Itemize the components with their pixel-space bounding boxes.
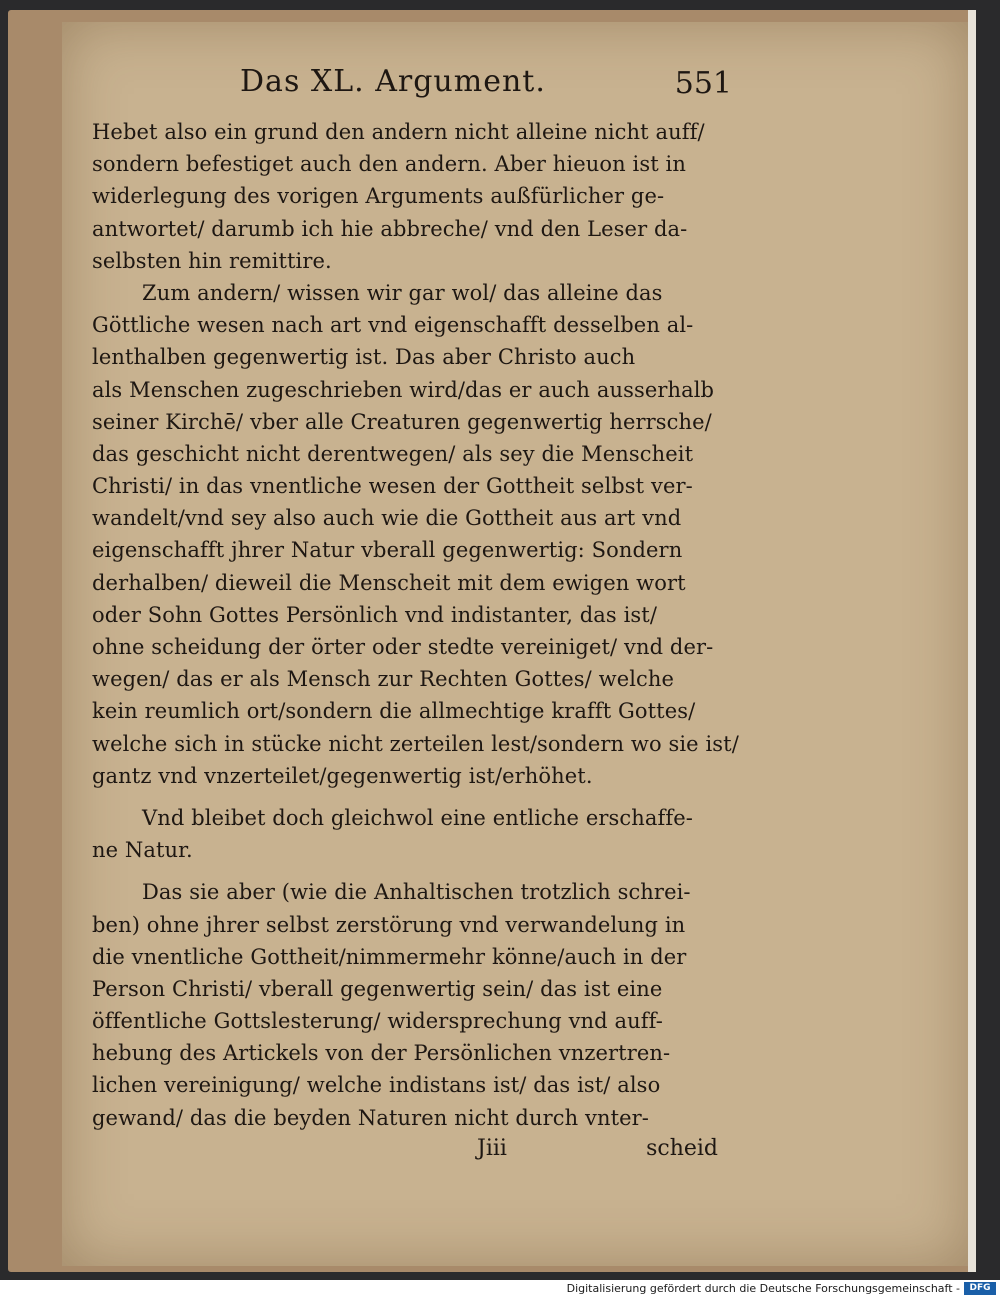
text-line: kein reumlich ort/sondern die allmechtige krafft Gottes/ [92,699,696,724]
paragraph [92,116,732,277]
page-edge [968,10,976,1272]
text-line: wegen/ das er als Mensch zur Rechten Gottes/ welche [92,667,675,692]
paragraph [92,802,732,866]
footer-bar [0,1280,1000,1298]
funding-credit: Digitalisierung gefördert durch die Deutsche Forschungsgemeinschaft - [566,1282,960,1295]
text-line: derhalben/ dieweil die Menscheit mit dem ewigen wort [92,570,686,595]
text-line: lenthalben gegenwertig ist. Das aber Christo auch [92,345,636,370]
text-line: sondern befestiget auch den andern. Aber hieuon ist in [92,152,686,177]
text-line: die vnentliche Gottheit/nimmermehr könne/auch in der [92,944,687,969]
running-title: Das XL. Argument. [240,64,546,99]
text-line: lichen vereinigung/ welche indistans ist/ das ist/ also [92,1073,661,1098]
text-line: ben) ohne jhrer selbst zerstörung vnd verwandelung in [92,912,686,937]
paragraph [92,277,739,792]
dfg-logo: DFG [964,1282,996,1295]
text-line: ohne scheidung der örter oder stedte vereiniget/ vnd der- [92,635,714,659]
running-header [92,60,732,116]
text-line: hebung des Artickels von der Persönlichen vnzertren- [92,1041,671,1066]
text-line: seiner Kirchē/ vber alle Creaturen gegenwertig herrsche/ [92,409,712,434]
text-line: Hebet also ein grund den andern nicht alleine nicht auff/ [92,120,705,144]
catchline [92,1134,732,1170]
text-line: oder Sohn Gottes Persönlich vnd indistanter, das ist/ [92,602,657,627]
paragraph-gap [92,792,732,802]
text-line: ne Natur. [92,838,193,863]
text-line: antwortet/ darumb ich hie abbreche/ vnd den Leser da- [92,216,688,241]
text-line: Das sie aber (wie die Anhaltischen trotzlich schrei- [142,880,691,905]
text-line: Person Christi/ vberall gegenwertig sein/ das ist eine [92,976,663,1001]
text-line: welche sich in stücke nicht zerteilen lest/sondern wo sie ist/ [92,731,739,756]
text-line: öffentliche Gottslesterung/ widersprechung vnd auff- [92,1009,663,1034]
text-line: eigenschafft jhrer Natur vberall gegenwertig: Sondern [92,538,683,563]
page-number: 551 [674,66,732,101]
text-line: das geschicht nicht derentwegen/ als sey die Menscheit [92,441,694,466]
text-line: als Menschen zugeschrieben wird/das er auch ausserhalb [92,377,715,402]
signature-mark: Jiii [477,1135,507,1161]
paragraph-gap [92,866,732,876]
text-line: gantz vnd vnzerteilet/gegenwertig ist/erhöhet. [92,763,593,788]
text-line: widerlegung des vorigen Arguments außfürlicher ge- [92,184,665,209]
catchword: scheid [646,1135,718,1161]
text-line: Christi/ in das vnentliche wesen der Gottheit selbst ver- [92,474,693,499]
text-line: Zum andern/ wissen wir gar wol/ das alleine das [142,280,663,305]
text-line: wandelt/vnd sey also auch wie die Gottheit aus art vnd [92,506,682,531]
text-line: Göttliche wesen nach art vnd eigenschafft desselben al- [92,313,694,338]
text-line: Vnd bleibet doch gleichwol eine entliche erschaffe- [142,805,693,830]
text-line: selbsten hin remittire. [92,248,332,273]
page-text [92,60,739,1170]
text-line: gewand/ das die beyden Naturen nicht durch vnter- [92,1105,649,1130]
body-text [92,116,739,1134]
paragraph [92,876,732,1134]
